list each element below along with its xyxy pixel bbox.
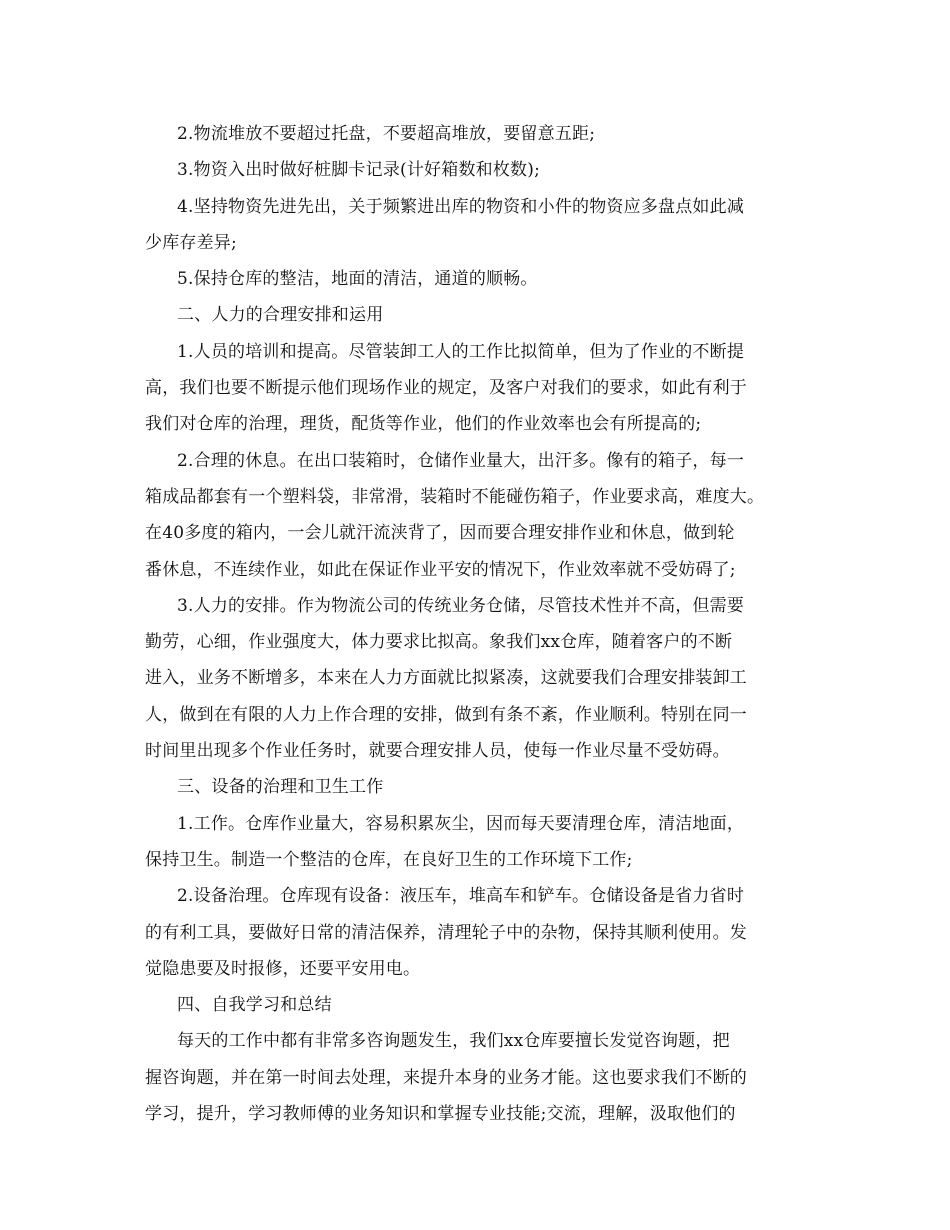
text-line: 2.物流堆放不要超过托盘，不要超高堆放，要留意五距;	[177, 124, 596, 144]
text-line: 每天的工作中都有非常多咨询题发生，我们xx仓库要擅长发觉咨询题，把	[177, 1031, 730, 1052]
text-line: 握咨询题，并在第一时间去处理，来提升本身的业务才能。这也要求我们不断的	[145, 1067, 747, 1088]
text-line: 3.物资入出时做好桩脚卡记录(计好箱数和枚数);	[177, 160, 541, 181]
text-line: 学习，提升，学习教师傅的业务知识和掌握专业技能;交流，理解，汲取他们的	[145, 1104, 736, 1125]
text-line: 进入，业务不断增多，本来在人力方面就比拟紧凑，这就要我们合理安排装卸工	[145, 668, 747, 689]
text-line: 人，做到在有限的人力上作合理的安排，做到有条不紊，作业顺利。特别在同一	[145, 704, 747, 725]
text-line: 1.工作。仓库作业量大，容易积累灰尘，因而每天要清理仓库，清洁地面，	[177, 813, 745, 834]
text-line: 保持卫生。制造一个整洁的仓库，在良好卫生的工作环境下工作;	[145, 849, 633, 870]
text-line: 1.人员的培训和提高。尽管装卸工人的工作比拟简单，但为了作业的不断提	[177, 341, 745, 362]
text-line: 番休息，不连续作业，如此在保证作业平安的情况下，作业效率就不受妨碍了;	[145, 559, 736, 580]
text-line: 2.设备治理。仓库现有设备：液压车，堆高车和铲车。仓储设备是省力省时	[177, 886, 745, 907]
text-line: 勤劳，心细，作业强度大，体力要求比拟高。象我们xx仓库，随着客户的不断	[145, 632, 733, 653]
text-line: 高，我们也要不断提示他们现场作业的规定，及客户对我们的要求，如此有利于	[145, 378, 747, 399]
section-heading: 三、设备的治理和卫生工作	[177, 777, 384, 798]
text-line: 3.人力的安排。作为物流公司的传统业务仓储，尽管技术性并不高，但需要	[177, 595, 745, 616]
text-line: 在40多度的箱内，一会儿就汗流浃背了，因而要合理安排作业和休息，做到轮	[145, 523, 735, 544]
text-line: 少库存差异;	[145, 232, 237, 253]
section-heading: 二、人力的合理安排和运用	[177, 305, 384, 326]
text-line: 箱成品都套有一个塑料袋，非常滑，装箱时不能碰伤箱子，作业要求高，难度大。	[145, 486, 765, 507]
text-line: 4.坚持物资先进先出，关于频繁进出库的物资和小件的物资应多盘点如此减	[177, 196, 745, 217]
text-line: 我们对仓库的治理，理货，配货等作业，他们的作业效率也会有所提高的;	[145, 414, 702, 435]
text-line: 的有利工具，要做好日常的清洁保养，清理轮子中的杂物，保持其顺利使用。发	[145, 922, 747, 943]
document-body	[145, 116, 805, 1132]
text-line: 时间里出现多个作业任务时，就要合理安排人员，使每一作业尽量不受妨碍。	[145, 741, 730, 762]
text-line: 觉隐患要及时报修，还要平安用电。	[145, 958, 421, 979]
text-line: 2.合理的休息。在出口装箱时，仓储作业量大，出汗多。像有的箱子，每一	[177, 450, 745, 471]
text-line: 5.保持仓库的整洁，地面的清洁，通道的顺畅。	[177, 269, 538, 290]
section-heading: 四、自我学习和总结	[177, 995, 332, 1016]
